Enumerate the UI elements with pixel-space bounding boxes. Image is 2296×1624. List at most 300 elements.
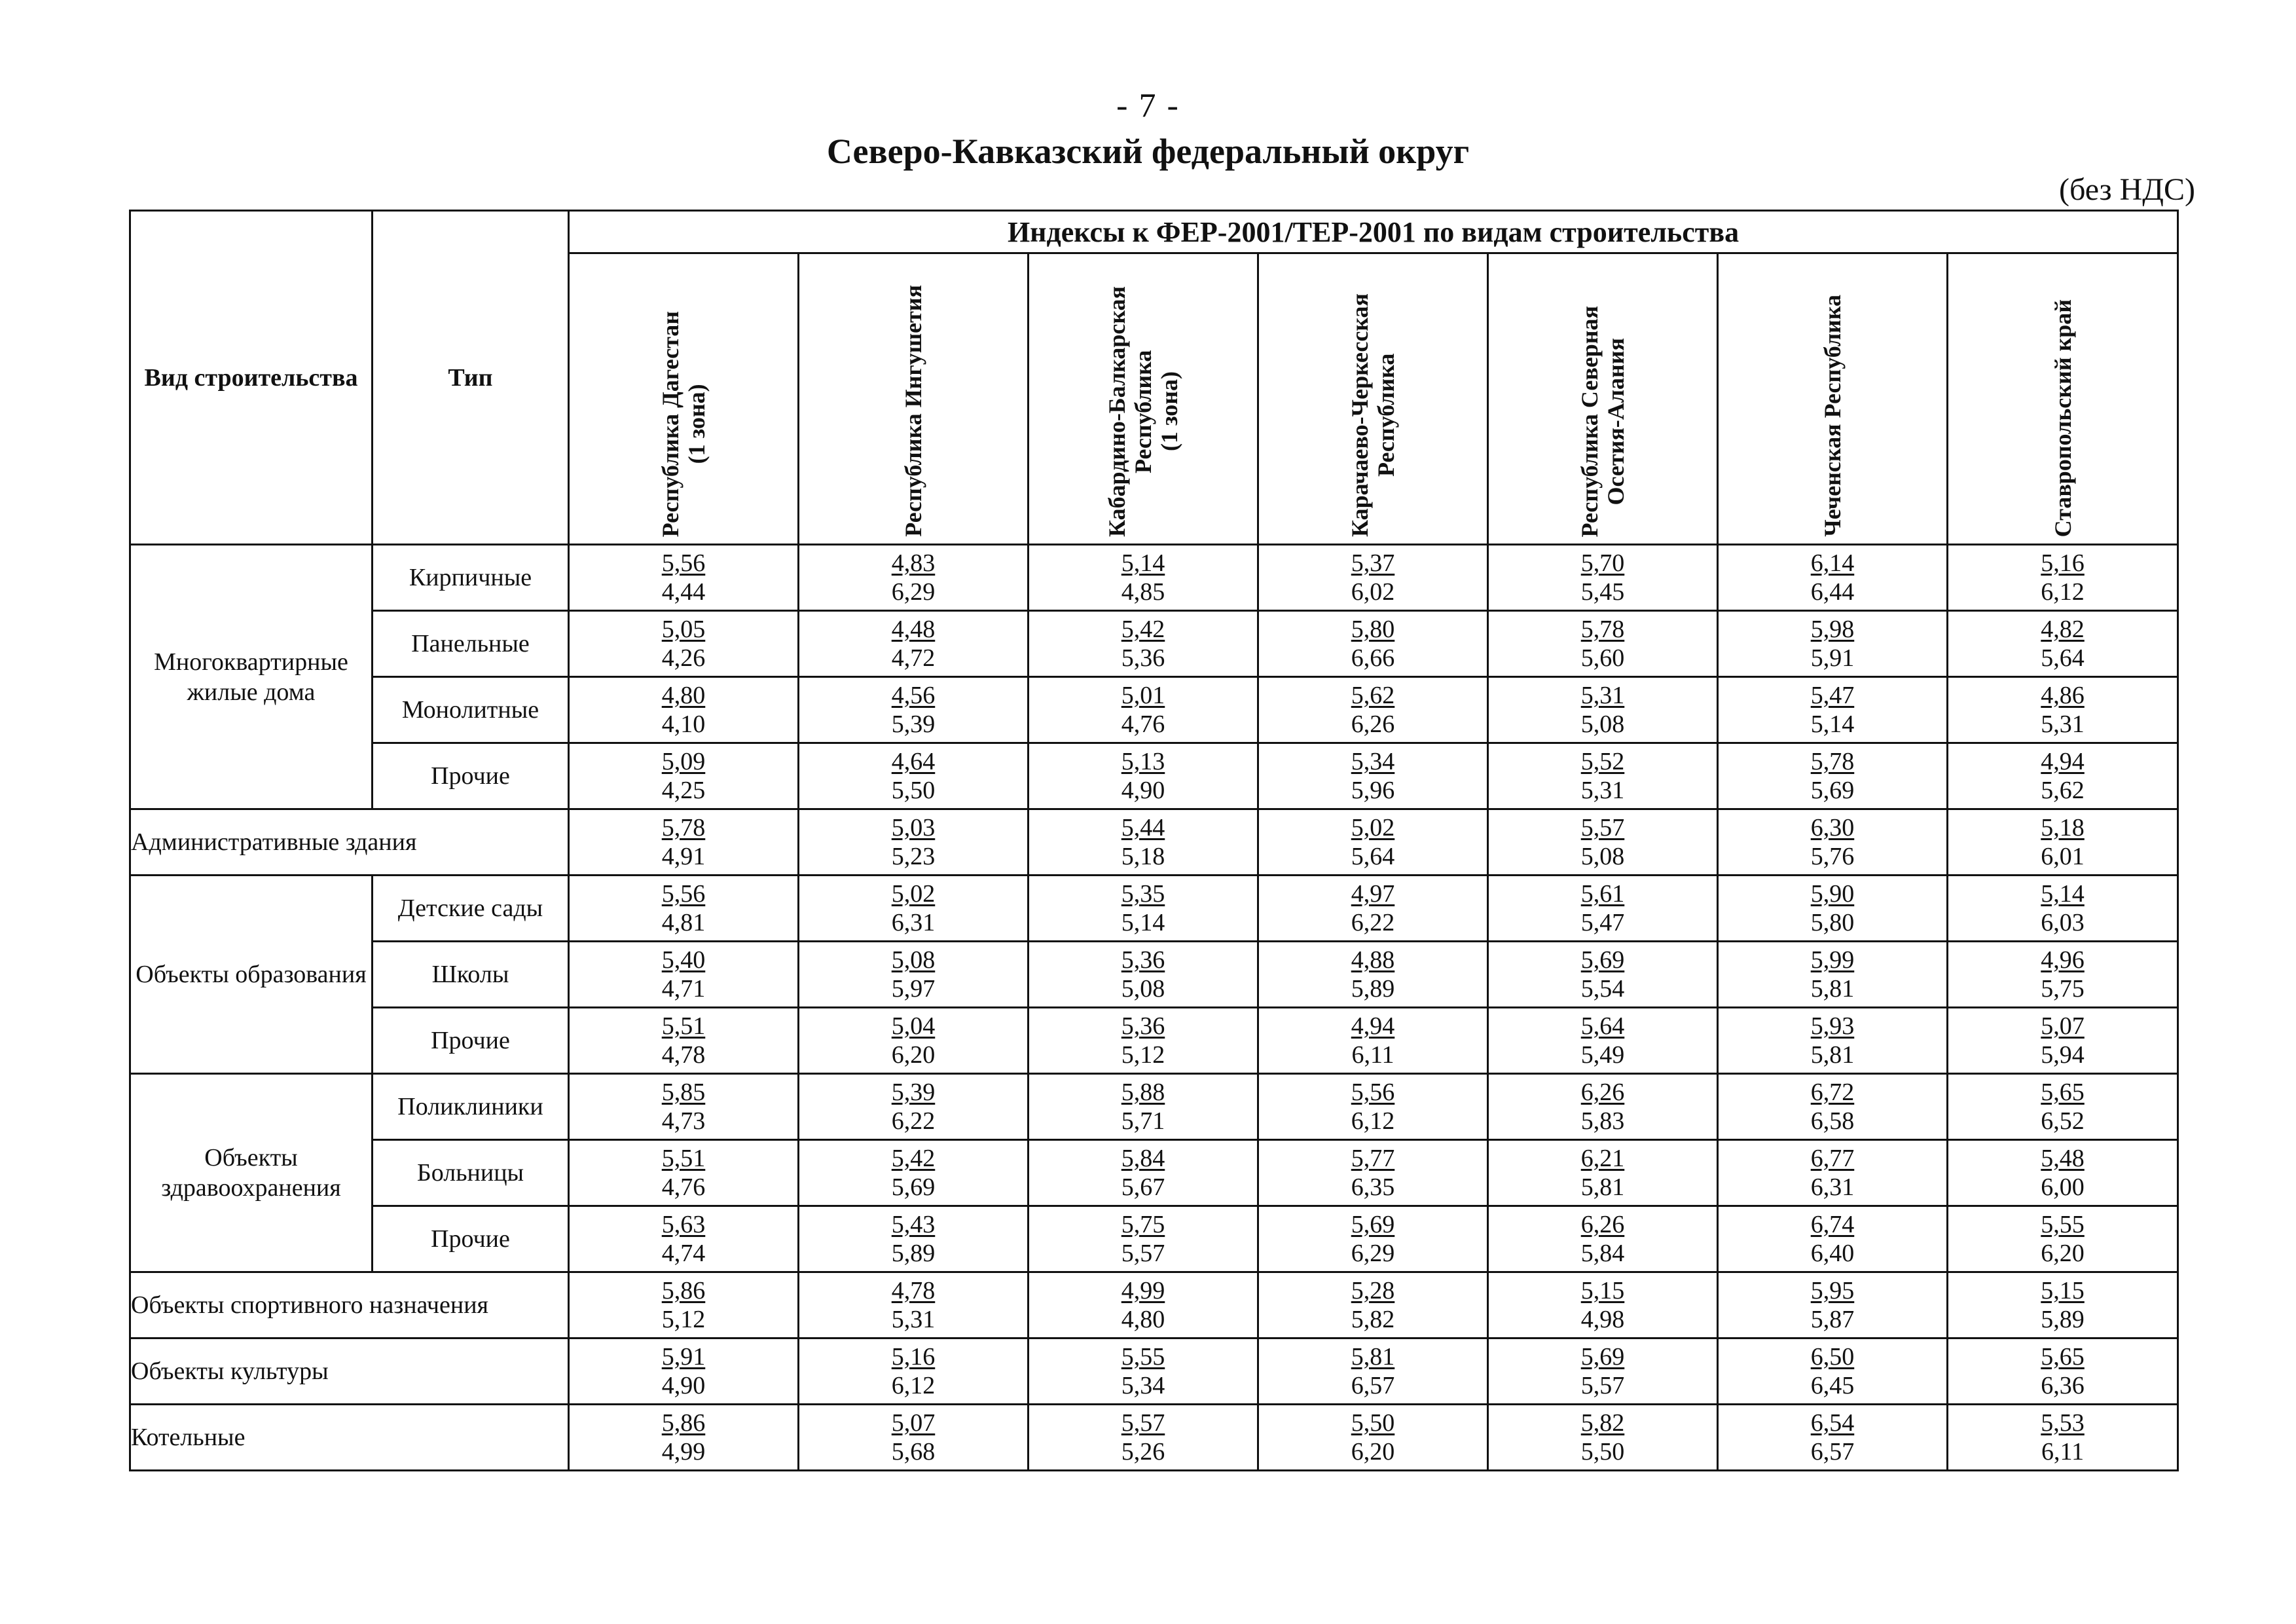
index-cell [1948,1338,2178,1405]
index-cell [799,1008,1029,1074]
index-value-top: 5,80 [1351,616,1395,643]
construction-type-cell: Панельные [373,611,569,677]
index-value-top: 5,42 [1121,616,1165,643]
index-value-top: 5,84 [1121,1145,1165,1172]
index-cell [1488,942,1718,1008]
index-value-top: 5,43 [891,1211,936,1238]
index-value-top: 5,02 [1351,814,1395,841]
index-cell [1488,611,1718,677]
index-value-bottom: 5,89 [1351,975,1395,1003]
index-value-top: 5,14 [2041,880,2085,908]
index-value-bottom: 5,14 [1121,909,1165,936]
index-value-top: 5,78 [1810,748,1855,775]
index-value-top: 6,72 [1810,1079,1855,1106]
index-cell [1718,611,1948,677]
index-value-bottom: 4,44 [661,578,706,606]
index-value-bottom: 6,20 [2041,1240,2085,1267]
index-value-top: 5,13 [1121,748,1165,775]
construction-type-cell: Прочие [373,1008,569,1074]
index-cell [1948,1140,2178,1206]
index-cell [1029,809,1258,876]
index-value-bottom: 6,31 [1810,1173,1855,1201]
index-value-bottom: 6,45 [1810,1372,1855,1399]
region-label: Кабардино-Балкарская Республика (1 зона) [1104,286,1182,537]
index-value-top: 5,55 [2041,1211,2085,1238]
index-value-bottom: 4,74 [661,1240,706,1267]
index-value-bottom: 6,02 [1351,578,1395,606]
index-value-bottom: 5,14 [1810,710,1855,738]
index-cell [1258,743,1488,809]
index-value-top: 5,07 [2041,1012,2085,1040]
index-value-bottom: 5,62 [2041,777,2085,804]
index-value-bottom: 4,90 [661,1372,706,1399]
index-cell [1948,1206,2178,1272]
page-number: - 7 - [1116,87,1180,124]
index-value-top: 4,97 [1351,880,1395,908]
table-row [130,743,2178,809]
header-region [1718,253,1948,545]
index-cell [1258,677,1488,743]
index-value-bottom: 4,72 [891,644,936,672]
index-value-top: 5,63 [661,1211,706,1238]
page-title: Северо-Кавказский федеральный округ [826,132,1470,171]
index-cell [1029,1206,1258,1272]
index-value-bottom: 6,29 [1351,1240,1395,1267]
index-value-top: 6,54 [1810,1409,1855,1437]
region-label: Республика Дагестан (1 зона) [657,310,710,537]
index-cell [1029,1405,1258,1471]
index-cell [1948,809,2178,876]
index-value-top: 5,04 [891,1012,936,1040]
index-value-top: 5,90 [1810,880,1855,908]
index-value-top: 5,39 [891,1079,936,1106]
index-value-bottom: 4,99 [661,1438,706,1466]
index-cell [1488,1272,1718,1338]
index-value-top: 5,03 [891,814,936,841]
index-value-bottom: 6,57 [1351,1372,1395,1399]
header-region [1029,253,1258,545]
index-value-bottom: 5,08 [1580,710,1625,738]
index-value-bottom: 5,12 [1121,1041,1165,1069]
index-cell [799,809,1029,876]
index-cell [799,611,1029,677]
header-index-group: Индексы к ФЕР-2001/ТЕР-2001 по видам строительства [569,211,2178,253]
index-value-bottom: 4,76 [661,1173,706,1201]
region-label: Республика Ингушетия [900,285,926,537]
index-cell [1718,677,1948,743]
index-value-bottom: 5,69 [891,1173,936,1201]
index-value-top: 4,96 [2041,946,2085,974]
index-cell [1718,1272,1948,1338]
index-value-top: 4,94 [2041,748,2085,775]
index-cell [799,942,1029,1008]
index-value-top: 5,36 [1121,946,1165,974]
index-value-top: 6,21 [1580,1145,1625,1172]
index-cell [569,809,799,876]
table-row [130,1008,2178,1074]
index-value-top: 5,55 [1121,1343,1165,1371]
index-cell [1258,611,1488,677]
construction-kind-cell: Котельные [130,1405,569,1471]
index-value-bottom: 6,20 [891,1041,936,1069]
index-value-bottom: 4,25 [661,777,706,804]
index-value-top: 4,48 [891,616,936,643]
index-value-bottom: 5,08 [1580,843,1625,870]
index-value-top: 5,16 [891,1343,936,1371]
index-value-bottom: 6,20 [1351,1438,1395,1466]
index-cell [1948,942,2178,1008]
index-value-bottom: 5,36 [1121,644,1165,672]
index-value-bottom: 5,76 [1810,843,1855,870]
index-value-bottom: 5,69 [1810,777,1855,804]
index-value-bottom: 5,47 [1580,909,1625,936]
region-label: Ставропольский край [2049,299,2076,537]
index-value-bottom: 5,84 [1580,1240,1625,1267]
index-value-bottom: 5,71 [1121,1107,1165,1135]
table-row [130,545,2178,611]
index-cell [1258,1074,1488,1140]
index-value-top: 5,18 [2041,814,2085,841]
table-row [130,1405,2178,1471]
index-cell [1258,1008,1488,1074]
index-value-top: 4,56 [891,682,936,709]
index-value-top: 5,88 [1121,1079,1165,1106]
index-value-bottom: 5,12 [661,1306,706,1333]
index-cell [569,545,799,611]
index-value-bottom: 5,64 [1351,843,1395,870]
index-value-top: 6,26 [1580,1211,1625,1238]
index-value-bottom: 6,11 [2041,1438,2085,1466]
index-value-top: 4,99 [1121,1277,1165,1304]
table-row [130,1338,2178,1405]
index-cell [1948,677,2178,743]
index-value-top: 5,07 [891,1409,936,1437]
index-value-top: 6,77 [1810,1145,1855,1172]
index-value-bottom: 6,66 [1351,644,1395,672]
index-value-bottom: 4,91 [661,843,706,870]
index-value-bottom: 5,57 [1121,1240,1165,1267]
index-value-bottom: 5,94 [2041,1041,2085,1069]
index-value-top: 6,50 [1810,1343,1855,1371]
index-value-top: 5,34 [1351,748,1395,775]
index-value-bottom: 4,80 [1121,1306,1165,1333]
index-cell [1029,876,1258,942]
index-cell [799,876,1029,942]
header-region [1488,253,1718,545]
table-row [130,1140,2178,1206]
index-cell [799,1405,1029,1471]
index-value-top: 4,78 [891,1277,936,1304]
index-value-bottom: 5,49 [1580,1041,1625,1069]
index-cell [1718,942,1948,1008]
index-value-bottom: 5,45 [1580,578,1625,606]
header-region [1258,253,1488,545]
index-cell [569,1338,799,1405]
index-value-bottom: 4,76 [1121,710,1165,738]
index-value-top: 5,69 [1580,1343,1625,1371]
index-value-top: 4,83 [891,549,936,577]
construction-kind-cell: Объекты здравоохранения [130,1074,373,1272]
index-value-top: 5,81 [1351,1343,1395,1371]
index-value-bottom: 5,34 [1121,1372,1165,1399]
index-value-bottom: 5,50 [1580,1438,1625,1466]
index-value-top: 4,80 [661,682,706,709]
index-value-bottom: 5,54 [1580,975,1625,1003]
index-cell [1718,1008,1948,1074]
index-value-top: 5,69 [1351,1211,1395,1238]
index-value-bottom: 6,35 [1351,1173,1395,1201]
header-region [799,253,1029,545]
index-cell [1948,1074,2178,1140]
index-value-top: 6,14 [1810,549,1855,577]
construction-kind-cell: Многоквартирные жилые дома [130,545,373,809]
index-cell [1258,1206,1488,1272]
index-value-bottom: 6,22 [891,1107,936,1135]
table-row [130,876,2178,942]
region-label: Республика Северная Осетия-Алания [1576,305,1629,537]
index-cell [1258,1338,1488,1405]
index-cell [1718,743,1948,809]
index-value-bottom: 6,29 [891,578,936,606]
index-cell [1488,1338,1718,1405]
table-row [130,611,2178,677]
index-cell [1258,1272,1488,1338]
construction-type-cell: Больницы [373,1140,569,1206]
index-cell [799,677,1029,743]
index-value-top: 5,75 [1121,1211,1165,1238]
index-value-bottom: 4,71 [661,975,706,1003]
index-value-top: 5,44 [1121,814,1165,841]
index-value-top: 6,26 [1580,1079,1625,1106]
index-value-bottom: 6,12 [1351,1107,1395,1135]
index-cell [1948,611,2178,677]
index-cell [1258,545,1488,611]
index-value-bottom: 5,31 [2041,710,2085,738]
index-cell [1718,1338,1948,1405]
index-cell [799,743,1029,809]
index-value-top: 5,78 [1580,616,1625,643]
index-value-top: 5,69 [1580,946,1625,974]
index-value-top: 5,85 [661,1079,706,1106]
index-value-top: 5,09 [661,748,706,775]
index-value-bottom: 5,96 [1351,777,1395,804]
index-cell [569,611,799,677]
index-cell [1488,1206,1718,1272]
index-value-top: 5,01 [1121,682,1165,709]
index-cell [1488,1140,1718,1206]
index-cell [1488,1008,1718,1074]
construction-type-cell: Прочие [373,1206,569,1272]
index-cell [569,1405,799,1471]
index-cell [1488,1405,1718,1471]
index-value-bottom: 5,82 [1351,1306,1395,1333]
index-value-bottom: 6,36 [2041,1372,2085,1399]
index-value-bottom: 4,78 [661,1041,706,1069]
index-value-top: 5,47 [1810,682,1855,709]
index-value-top: 5,65 [2041,1343,2085,1371]
index-value-top: 5,99 [1810,946,1855,974]
index-value-top: 5,51 [661,1012,706,1040]
index-cell [1029,677,1258,743]
index-value-top: 6,30 [1810,814,1855,841]
index-value-top: 5,51 [661,1145,706,1172]
index-value-top: 5,78 [661,814,706,841]
index-cell [1258,1140,1488,1206]
index-value-bottom: 4,98 [1580,1306,1625,1333]
index-value-bottom: 6,03 [2041,909,2085,936]
index-cell [1948,1272,2178,1338]
index-cell [1948,545,2178,611]
index-cell [569,876,799,942]
construction-kind-cell: Административные здания [130,809,569,876]
index-value-top: 4,86 [2041,682,2085,709]
index-table [129,210,2179,1471]
construction-type-cell: Поликлиники [373,1074,569,1140]
table-row [130,1272,2178,1338]
index-value-top: 5,14 [1121,549,1165,577]
index-cell [1488,876,1718,942]
index-value-top: 5,15 [1580,1277,1625,1304]
construction-type-cell: Школы [373,942,569,1008]
index-value-top: 4,64 [891,748,936,775]
index-value-top: 5,77 [1351,1145,1395,1172]
index-cell [1718,876,1948,942]
header-kind: Вид строительства [130,211,373,545]
index-value-top: 5,56 [661,880,706,908]
index-value-top: 5,42 [891,1145,936,1172]
index-value-bottom: 5,18 [1121,843,1165,870]
index-value-top: 5,02 [891,880,936,908]
index-value-top: 5,82 [1580,1409,1625,1437]
table-row [130,809,2178,876]
index-cell [569,942,799,1008]
index-value-bottom: 6,11 [1351,1041,1394,1069]
index-value-bottom: 6,12 [2041,578,2085,606]
index-value-bottom: 5,39 [891,710,936,738]
index-value-bottom: 6,40 [1810,1240,1855,1267]
index-value-bottom: 5,31 [891,1306,936,1333]
index-value-top: 5,28 [1351,1277,1395,1304]
index-value-top: 5,53 [2041,1409,2085,1437]
index-value-bottom: 6,58 [1810,1107,1855,1135]
index-cell [799,1074,1029,1140]
index-value-top: 5,50 [1351,1409,1395,1437]
construction-kind-cell: Объекты спортивного назначения [130,1272,569,1338]
construction-type-cell: Прочие [373,743,569,809]
index-value-top: 6,74 [1810,1211,1855,1238]
construction-type-cell: Детские сады [373,876,569,942]
construction-type-cell: Кирпичные [373,545,569,611]
index-cell [569,743,799,809]
index-value-bottom: 4,73 [661,1107,706,1135]
index-value-bottom: 5,64 [2041,644,2085,672]
index-value-bottom: 5,67 [1121,1173,1165,1201]
index-cell [799,1338,1029,1405]
index-value-top: 5,56 [661,549,706,577]
index-cell [569,1206,799,1272]
index-cell [1948,876,2178,942]
index-cell [1488,809,1718,876]
index-value-bottom: 5,89 [891,1240,936,1267]
index-value-bottom: 5,23 [891,843,936,870]
index-value-top: 5,05 [661,616,706,643]
index-cell [799,545,1029,611]
index-value-top: 4,94 [1351,1012,1395,1040]
index-cell [1948,1008,2178,1074]
index-value-bottom: 5,26 [1121,1438,1165,1466]
index-cell [569,1008,799,1074]
index-value-top: 5,08 [891,946,936,974]
index-value-bottom: 4,81 [661,909,706,936]
region-label: Чеченская Республика [1819,295,1846,537]
index-cell [1718,1206,1948,1272]
index-value-bottom: 5,81 [1810,1041,1855,1069]
index-cell [569,677,799,743]
region-label: Карачаево-Черкесская Республика [1347,293,1399,537]
index-value-top: 5,57 [1121,1409,1165,1437]
vat-note: (без НДС) [2058,172,2195,207]
index-cell [1029,942,1258,1008]
index-value-bottom: 5,50 [891,777,936,804]
index-value-top: 5,36 [1121,1012,1165,1040]
index-cell [799,1206,1029,1272]
index-value-bottom: 4,85 [1121,578,1165,606]
index-value-top: 4,82 [2041,616,2085,643]
index-value-bottom: 6,44 [1810,578,1855,606]
index-cell [1948,743,2178,809]
index-value-bottom: 5,08 [1121,975,1165,1003]
index-cell [1718,1074,1948,1140]
index-cell [799,1140,1029,1206]
index-value-bottom: 6,22 [1351,909,1395,936]
index-value-top: 5,91 [661,1343,706,1371]
index-value-top: 4,88 [1351,946,1395,974]
index-value-bottom: 5,97 [891,975,936,1003]
table-row [130,942,2178,1008]
construction-type-cell: Монолитные [373,677,569,743]
index-value-bottom: 5,81 [1580,1173,1625,1201]
index-cell [1718,1405,1948,1471]
index-value-top: 5,98 [1810,616,1855,643]
index-cell [1258,876,1488,942]
index-cell [569,1140,799,1206]
index-value-bottom: 4,26 [661,644,706,672]
index-value-bottom: 5,57 [1580,1372,1625,1399]
index-cell [1718,809,1948,876]
index-value-top: 5,52 [1580,748,1625,775]
index-cell [1718,545,1948,611]
index-value-top: 5,16 [2041,549,2085,577]
index-cell [1029,1338,1258,1405]
index-value-top: 5,70 [1580,549,1625,577]
index-value-top: 5,56 [1351,1079,1395,1106]
table-row [130,1074,2178,1140]
index-value-top: 5,95 [1810,1277,1855,1304]
index-cell [1488,743,1718,809]
index-value-bottom: 6,57 [1810,1438,1855,1466]
index-value-top: 5,40 [661,946,706,974]
index-value-bottom: 5,83 [1580,1107,1625,1135]
index-value-top: 5,61 [1580,880,1625,908]
index-value-bottom: 5,91 [1810,644,1855,672]
index-value-top: 5,48 [2041,1145,2085,1172]
index-value-bottom: 4,90 [1121,777,1165,804]
index-value-bottom: 5,81 [1810,975,1855,1003]
index-value-top: 5,86 [661,1409,706,1437]
header-type: Тип [373,211,569,545]
index-cell [1488,677,1718,743]
index-value-top: 5,62 [1351,682,1395,709]
